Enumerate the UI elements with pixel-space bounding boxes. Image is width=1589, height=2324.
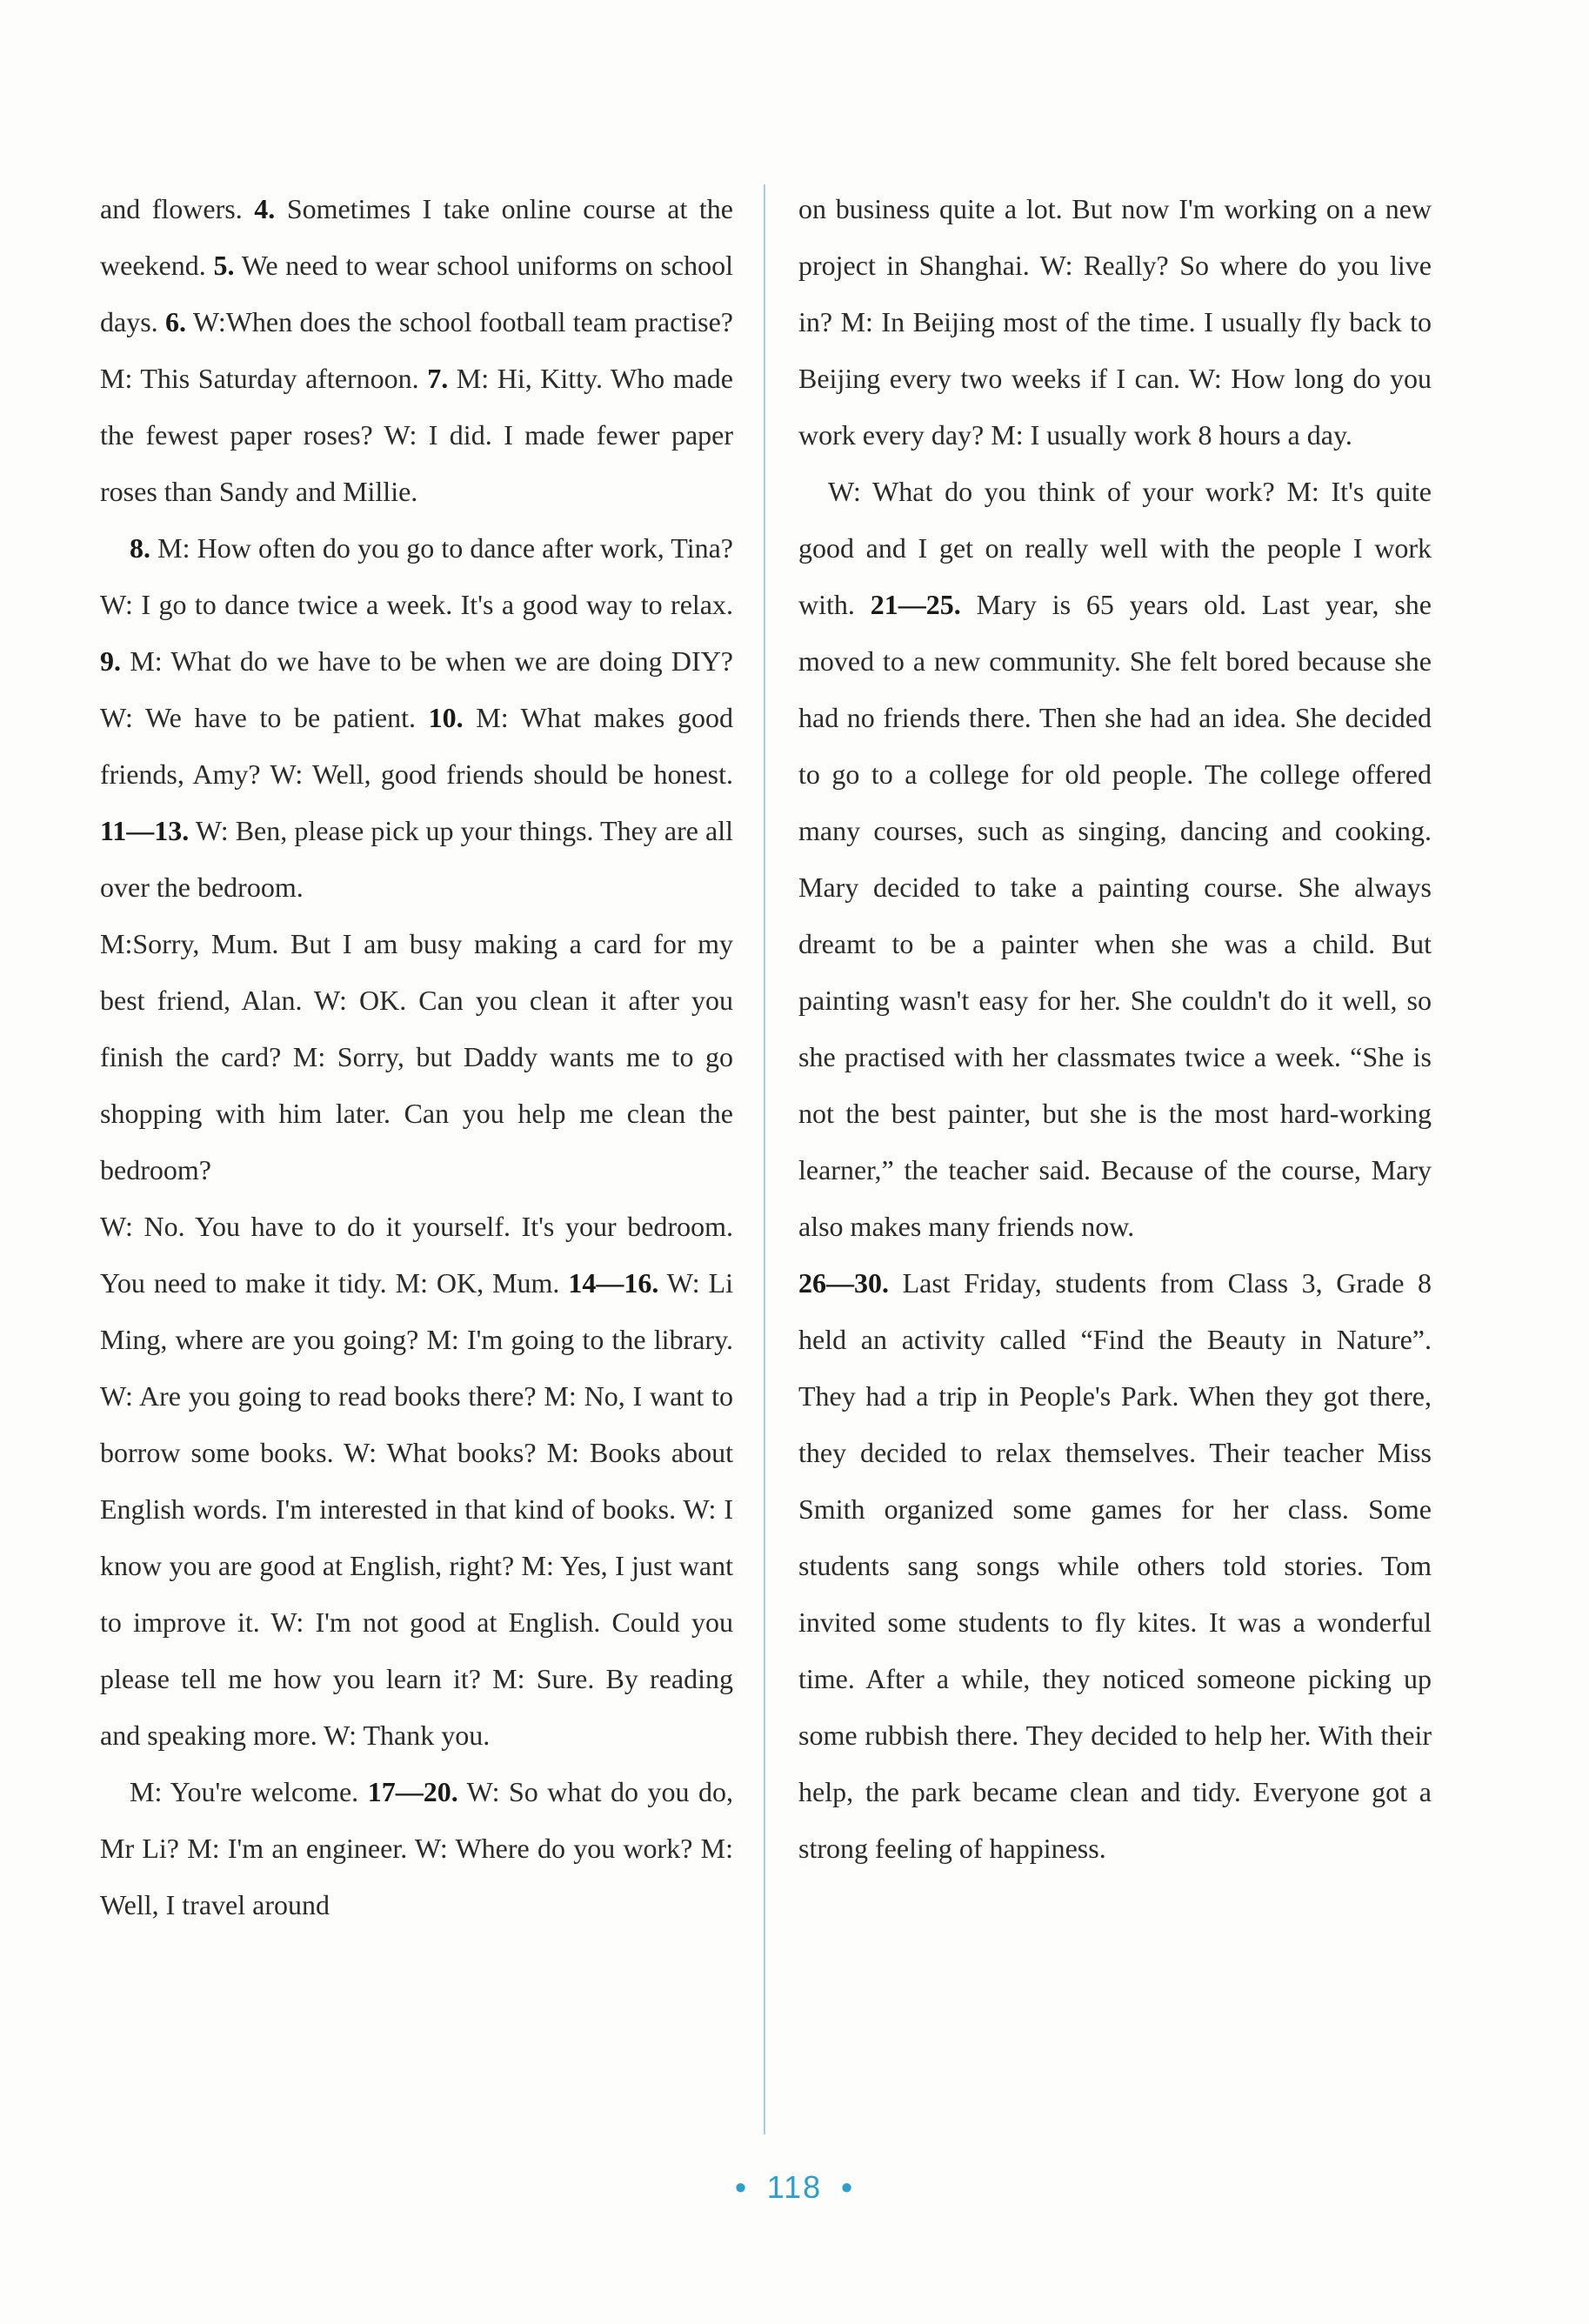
question-number: 9. [100,645,121,677]
paragraph: 26—30. Last Friday, students from Class 3, Grade 8 held an activity called “Find the Beauty in Nature”. They had a trip in People's Park. When they got there, they decided to relax themselves. Their teacher Miss Smith organized some games for her class. Some students sang songs while others told stories. Tom invited some students to fly kites. It was a wonderful time. After a while, they noticed someone picking up some rubbish there. They decided to help her. With their help, the park became clean and tidy. Everyone got a strong feeling of happiness. [798,1267,1432,1864]
question-number: 14—16. [568,1267,659,1299]
paragraph: W: No. You have to do it yourself. It's your bedroom. You need to make it tidy. M: OK, Mum. 14—16. W: Li Ming, where are you going? M: I'm going to the library. W: Are you going to read books there? M: No, I want to borrow some books. W: What books? M: Books about English words. I'm interested in that kind of books. W: I know you are good at English, right? M: Yes, I just want to improve it. W: I'm not good at English. Could you please tell me how you learn it? M: Sure. By reading and speaking more. W: Thank you. [100,1211,734,1751]
question-number: 10. [428,702,464,733]
right-column [798,181,1432,1877]
question-number: 17—20. [367,1776,458,1807]
question-number: 11—13. [100,815,190,846]
bullet-icon: • [841,2169,854,2205]
question-number: 21—25. [870,589,961,620]
question-number: 8. [130,532,150,564]
question-number: 4. [254,193,276,224]
bullet-icon: • [735,2169,748,2205]
paragraph: W: What do you think of your work? M: It's quite good and I get on really well with the people I work with. 21—25. Mary is 65 years old. Last year, she moved to a new community. She felt bored because she had no friends there. Then she had an idea. She decided to go to a college for old people. The college offered many courses, such as singing, dancing and cooking. Mary decided to take a painting course. She always dreamt to be a painter when she was a child. But painting wasn't easy for her. She couldn't do it well, so she practised with her classmates twice a week. “She is not the best painter, but she is the most hard-working learner,” the teacher said. Because of the course, Mary also makes many friends now. [798,476,1432,1242]
paragraph: on business quite a lot. But now I'm working on a new project in Shanghai. W: Really? So where do you live in? M: In Beijing most of the time. I usually fly back to Beijing every two weeks if I can. W: How long do you work every day? M: I usually work 8 hours a day. [798,193,1432,451]
page-number [0,2169,1589,2206]
question-number: 7. [427,363,449,394]
question-number: 6. [165,306,187,337]
paragraph: M: You're welcome. 17—20. W: So what do you do, Mr Li? M: I'm an engineer. W: Where do you work? M: Well, I travel around [100,1776,734,1920]
page-number-value: 118 [766,2169,823,2205]
question-number: 26—30. [798,1267,889,1299]
left-column [100,181,733,1933]
paragraph: 8. M: How often do you go to dance after work, Tina? W: I go to dance twice a week. It's a good way to relax. 9. M: What do we have to be when we are doing DIY? W: We have to be patient. 10. M: What makes good friends, Amy? W: Well, good friends should be honest. 11—13. W: Ben, please pick up your things. They are all over the bedroom. [100,532,734,903]
paragraph: M:Sorry, Mum. But I am busy making a card for my best friend, Alan. W: OK. Can you clean it after you finish the card? M: Sorry, but Daddy wants me to go shopping with him later. Can you help me clean the bedroom? [100,928,733,1185]
question-number: 5. [213,250,235,281]
column-divider [764,184,765,2134]
paragraph: and flowers. 4. Sometimes I take online course at the weekend. 5. We need to wear school uniforms on school days. 6. W:When does the school football team practise? M: This Saturday afternoon. 7. M: Hi, Kitty. Who made the fewest paper roses? W: I did. I made fewer paper roses than Sandy and Millie. [100,193,734,507]
